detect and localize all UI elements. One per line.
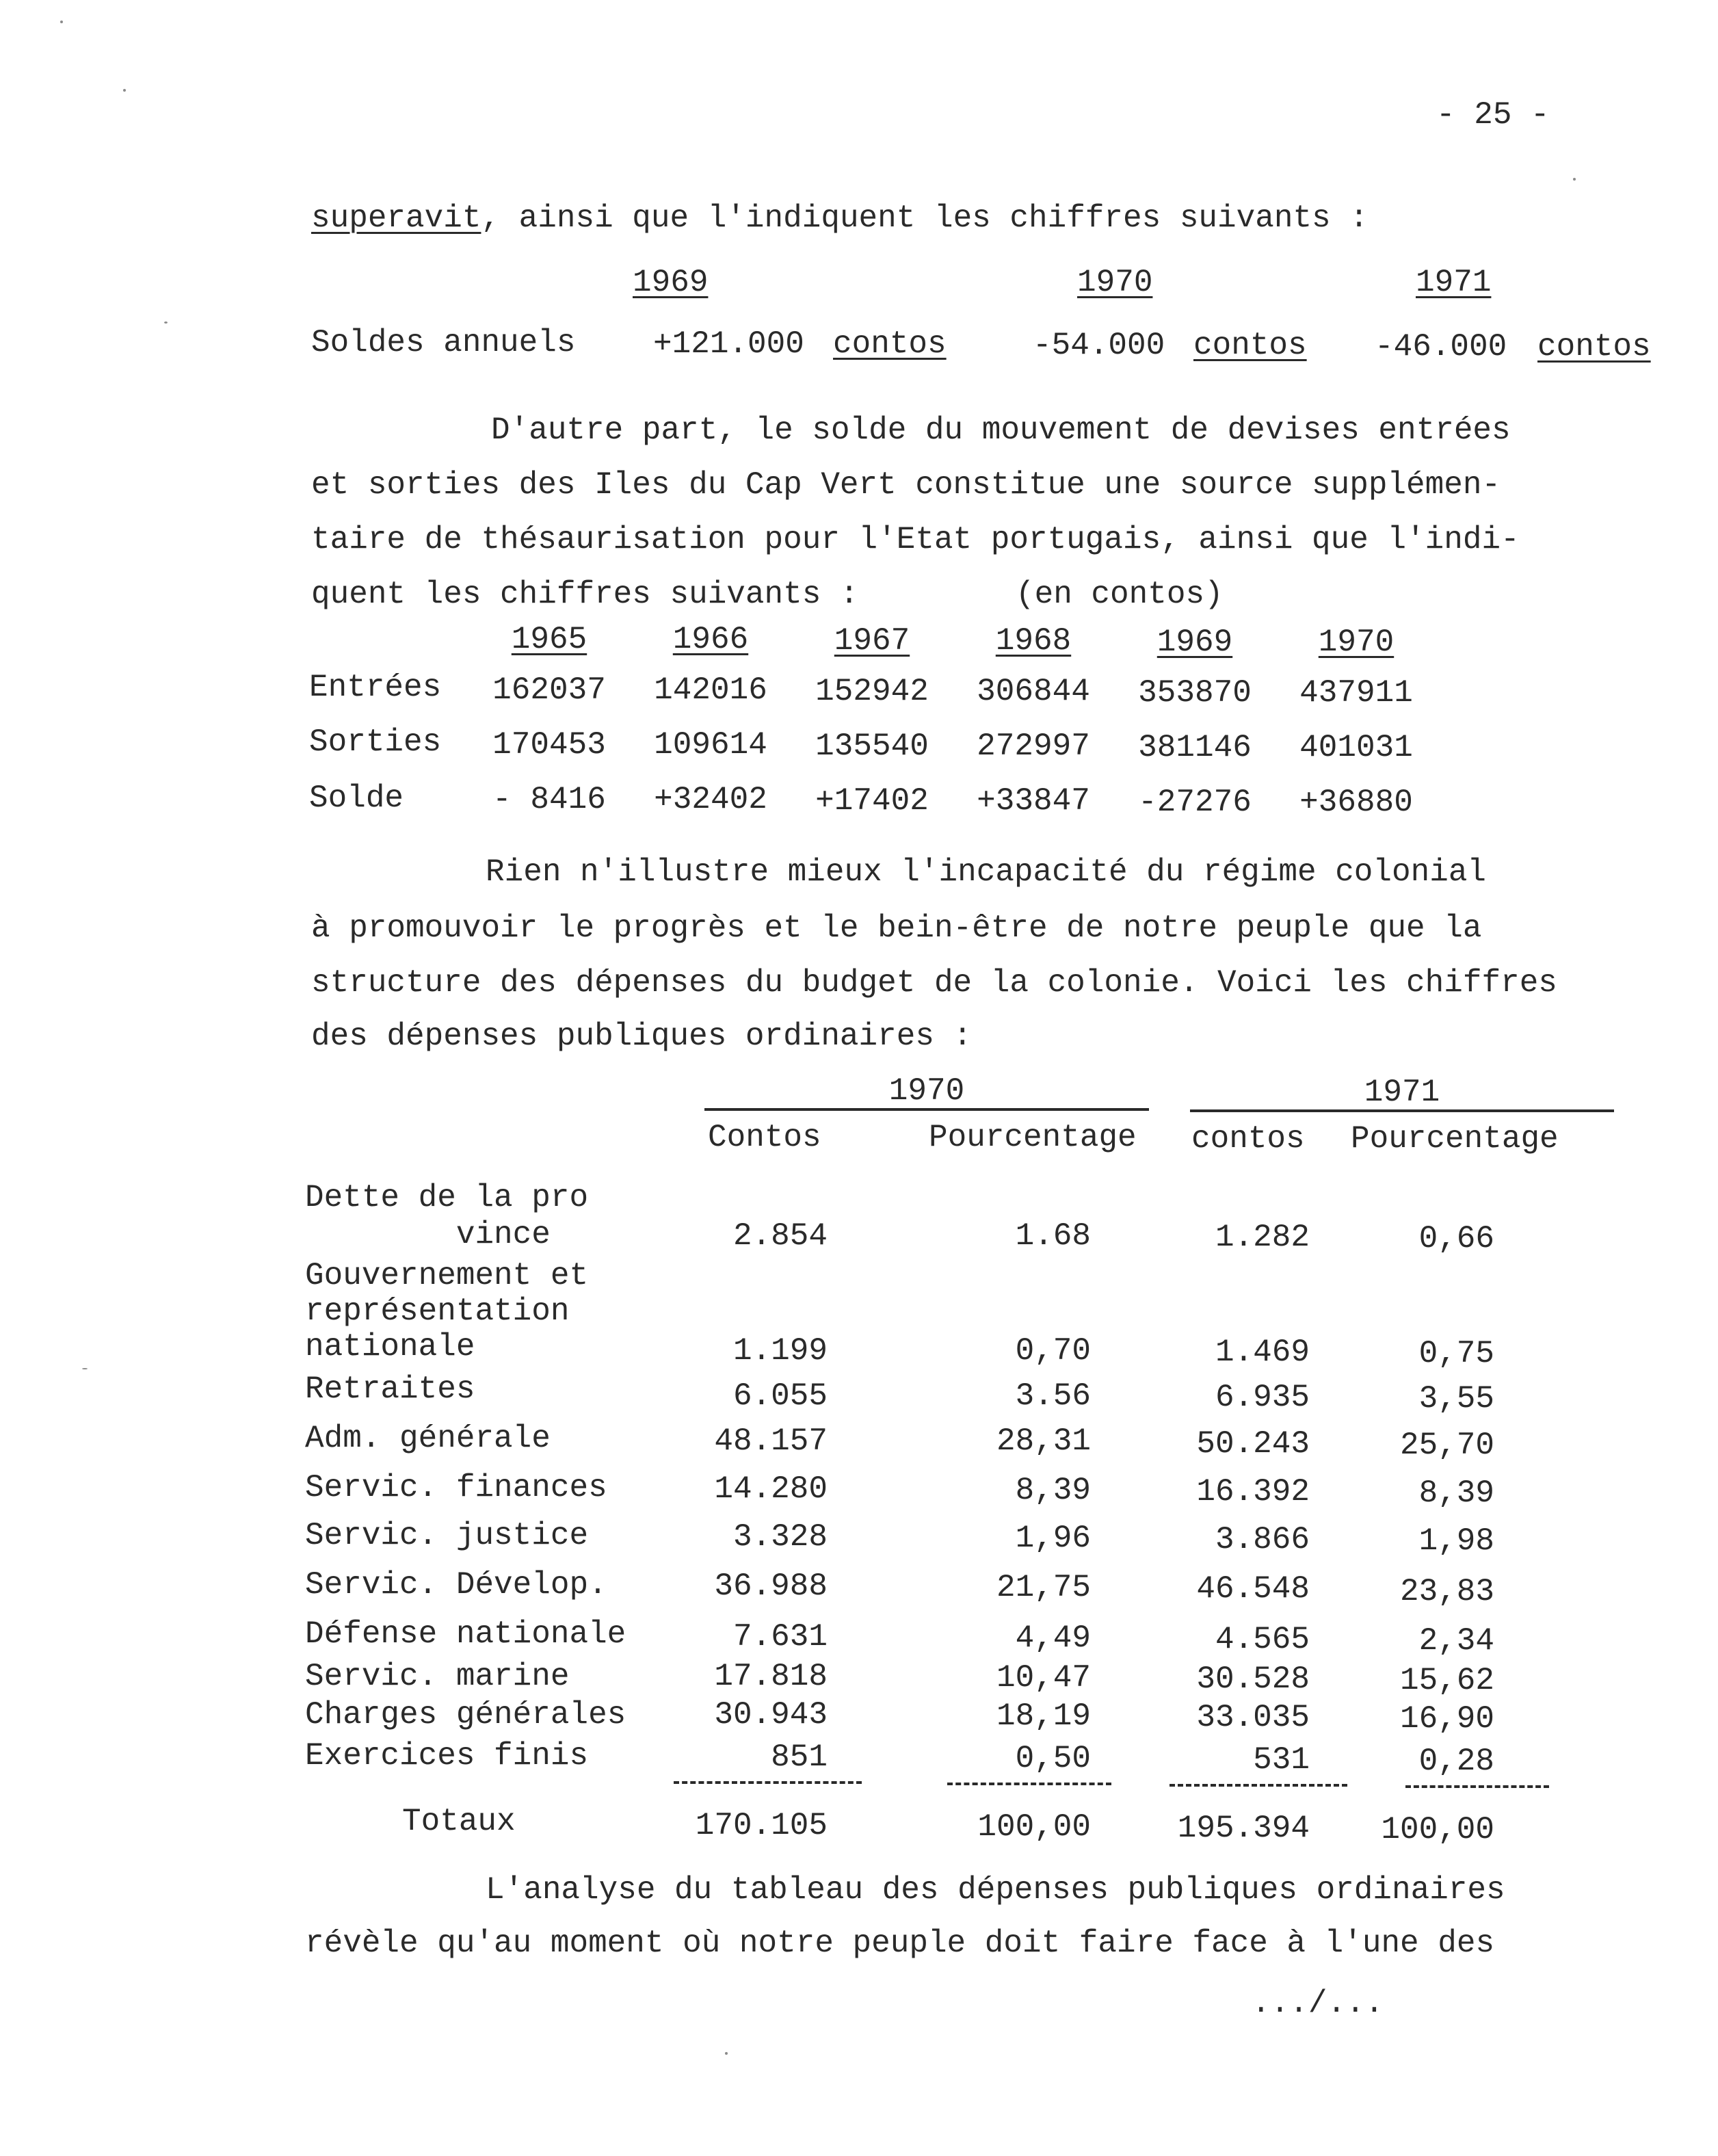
devises-row-label: Solde	[309, 780, 404, 816]
cell-contos-1970: 7.631	[732, 1619, 828, 1655]
cell-pct-1971: 8,39	[1418, 1475, 1494, 1511]
cell-pct-1970: 1,96	[1015, 1521, 1091, 1556]
total-pct-1971: 100,00	[1381, 1812, 1494, 1848]
soldes-value-1969: +121.000	[653, 326, 804, 362]
devises-cell: 401031	[1299, 730, 1413, 765]
scan-speck	[123, 89, 126, 92]
scan-speck	[60, 21, 63, 23]
row-label: Exercices finis	[305, 1738, 589, 1774]
cell-contos-1971: 3.866	[1215, 1522, 1310, 1557]
total-contos-1970: 170.105	[695, 1808, 828, 1843]
row-label: représentation	[305, 1293, 570, 1329]
row-label: nationale	[305, 1329, 475, 1365]
cell-pct-1970: 28,31	[996, 1423, 1091, 1459]
header-pourcentage-1971: Pourcentage	[1351, 1121, 1559, 1157]
cell-pct-1970: 1.68	[1015, 1218, 1091, 1254]
devises-cell: - 8416	[492, 782, 606, 817]
structure-paragraph-line-3: structure des dépenses du budget de la colonie. Voici les chiffres	[311, 965, 1557, 1001]
cell-contos-1971: 4.565	[1215, 1622, 1310, 1657]
cell-pct-1970: 0,70	[1015, 1333, 1091, 1369]
cell-pct-1971: 16,90	[1399, 1701, 1494, 1737]
devises-year: 1968	[995, 623, 1072, 659]
devises-year: 1965	[511, 622, 587, 657]
devises-cell: 381146	[1138, 730, 1252, 765]
devises-cell: +17402	[815, 783, 929, 819]
totals-label: Totaux	[402, 1804, 516, 1839]
scan-speck	[164, 321, 168, 324]
cell-pct-1970: 4,49	[1015, 1620, 1091, 1656]
devises-cell: 135540	[815, 728, 929, 764]
devises-paragraph-line-3: taire de thésaurisation pour l'Etat portugais, ainsi que l'indi-	[311, 522, 1520, 557]
devises-cell: +32402	[654, 782, 767, 817]
cell-pct-1970: 8,39	[1015, 1473, 1091, 1508]
devises-cell: 306844	[977, 674, 1090, 709]
depenses-year-1971: 1971	[1364, 1075, 1440, 1110]
cell-contos-1971: 1.282	[1215, 1220, 1310, 1255]
cell-contos-1970: 1.199	[732, 1333, 828, 1369]
analyse-paragraph-line-1: L'analyse du tableau des dépenses publiques ordinaires	[486, 1872, 1505, 1908]
cell-pct-1970: 0,50	[1015, 1741, 1091, 1776]
total-rule-pct-1970	[947, 1783, 1111, 1785]
cell-pct-1970: 18,19	[996, 1698, 1091, 1734]
total-pct-1970: 100,00	[977, 1809, 1091, 1845]
soldes-value-1971: -46.000	[1375, 329, 1507, 365]
row-label: vince	[305, 1217, 551, 1252]
soldes-unit-1970: contos	[1193, 328, 1307, 363]
devises-cell: +36880	[1299, 785, 1413, 820]
intro-lead-word: superavit	[311, 200, 481, 236]
devises-paragraph-line-2: et sorties des Iles du Cap Vert constitue une source supplémen-	[311, 467, 1501, 503]
devises-paragraph-line-1: D'autre part, le solde du mouvement de devises entrées	[491, 412, 1511, 448]
row-label: Adm. générale	[305, 1421, 551, 1456]
scan-speck	[1573, 178, 1576, 181]
devises-cell: 152942	[815, 674, 929, 709]
soldes-year-1969: 1969	[633, 265, 709, 300]
row-label: Servic. Dévelop.	[305, 1567, 607, 1603]
cell-pct-1970: 3.56	[1015, 1378, 1091, 1414]
cell-contos-1970: 851	[771, 1739, 828, 1775]
row-label: Retraites	[305, 1371, 475, 1407]
devises-year: 1970	[1318, 625, 1395, 660]
devises-year: 1967	[834, 623, 910, 659]
devises-row-label: Entrées	[309, 670, 442, 705]
soldes-value-1970: -54.000	[1033, 328, 1165, 363]
total-rule-contos-1971	[1169, 1784, 1347, 1787]
cell-pct-1971: 2,34	[1418, 1623, 1494, 1659]
devises-year: 1969	[1157, 625, 1233, 660]
soldes-year-1970: 1970	[1077, 265, 1153, 300]
analyse-paragraph-line-2: révèle qu'au moment où notre peuple doit faire face à l'une des	[305, 1925, 1495, 1961]
page-number: - 25 -	[1436, 97, 1550, 133]
cell-contos-1970: 3.328	[732, 1519, 828, 1555]
row-label: Défense nationale	[305, 1616, 626, 1652]
devises-cell: +33847	[977, 783, 1090, 819]
intro-line	[311, 202, 1369, 234]
cell-pct-1971: 0,28	[1418, 1744, 1494, 1779]
header-pourcentage-1970: Pourcentage	[929, 1120, 1137, 1155]
total-contos-1971: 195.394	[1177, 1811, 1310, 1846]
header-contos-1971: contos	[1191, 1121, 1305, 1157]
row-label: Servic. marine	[305, 1659, 570, 1694]
row-label: Servic. justice	[305, 1518, 589, 1553]
row-label: Dette de la pro	[305, 1180, 589, 1215]
cell-pct-1970: 10,47	[996, 1660, 1091, 1696]
soldes-label: Soldes annuels	[311, 325, 576, 360]
cell-contos-1971: 33.035	[1196, 1700, 1310, 1735]
cell-contos-1971: 531	[1253, 1742, 1310, 1778]
header-contos-1970: Contos	[708, 1120, 821, 1155]
cell-contos-1970: 6.055	[732, 1378, 828, 1414]
devises-cell: 437911	[1299, 675, 1413, 711]
devises-paragraph-line-4: quent les chiffres suivants :	[311, 577, 859, 612]
cell-pct-1971: 0,75	[1418, 1336, 1494, 1371]
scan-speck	[725, 2052, 728, 2055]
continuation-marker: .../...	[1252, 1986, 1384, 2021]
cell-contos-1971: 50.243	[1196, 1426, 1310, 1462]
cell-contos-1970: 36.988	[714, 1568, 828, 1604]
row-label: Servic. finances	[305, 1470, 607, 1506]
cell-contos-1971: 16.392	[1196, 1474, 1310, 1510]
cell-contos-1970: 48.157	[714, 1423, 828, 1459]
devises-row-label: Sorties	[309, 724, 442, 760]
devises-cell: 170453	[492, 727, 606, 763]
structure-paragraph-line-4: des dépenses publiques ordinaires :	[311, 1018, 973, 1054]
soldes-unit-1971: contos	[1537, 329, 1651, 365]
cell-pct-1971: 1,98	[1418, 1523, 1494, 1559]
soldes-year-1971: 1971	[1416, 265, 1492, 300]
scan-speck	[82, 1368, 88, 1369]
devises-cell: -27276	[1138, 785, 1252, 820]
cell-contos-1970: 14.280	[714, 1471, 828, 1507]
total-rule-contos-1970	[674, 1781, 862, 1784]
year-1971-rule	[1190, 1109, 1614, 1112]
cell-contos-1971: 6.935	[1215, 1380, 1310, 1415]
row-label: Gouvernement et	[305, 1258, 589, 1293]
depenses-year-1970: 1970	[888, 1073, 965, 1109]
cell-pct-1971: 0,66	[1418, 1221, 1494, 1257]
devises-cell: 162037	[492, 672, 606, 708]
cell-contos-1970: 2.854	[732, 1218, 828, 1254]
cell-contos-1970: 17.818	[714, 1659, 828, 1694]
cell-contos-1971: 1.469	[1215, 1335, 1310, 1370]
cell-contos-1971: 46.548	[1196, 1571, 1310, 1607]
devises-cell: 272997	[977, 728, 1090, 764]
devises-unit-note: (en contos)	[1016, 577, 1224, 612]
cell-contos-1971: 30.528	[1196, 1661, 1310, 1697]
intro-rest: , ainsi que l'indiquent les chiffres suivants :	[481, 200, 1369, 236]
soldes-unit-1969: contos	[833, 326, 947, 362]
cell-pct-1971: 25,70	[1399, 1428, 1494, 1463]
cell-pct-1971: 3,55	[1418, 1381, 1494, 1417]
cell-pct-1971: 23,83	[1399, 1574, 1494, 1609]
cell-pct-1970: 21,75	[996, 1570, 1091, 1605]
structure-paragraph-line-2: à promouvoir le progrès et le bein-être de notre peuple que la	[311, 910, 1482, 946]
devises-cell: 142016	[654, 672, 767, 708]
row-label: Charges générales	[305, 1697, 626, 1733]
devises-year: 1966	[672, 622, 749, 657]
cell-pct-1971: 15,62	[1399, 1663, 1494, 1698]
total-rule-pct-1971	[1405, 1785, 1549, 1788]
devises-cell: 353870	[1138, 675, 1252, 711]
year-1970-rule	[704, 1108, 1149, 1111]
cell-contos-1970: 30.943	[714, 1697, 828, 1733]
devises-cell: 109614	[654, 727, 767, 763]
structure-paragraph-line-1: Rien n'illustre mieux l'incapacité du régime colonial	[486, 854, 1487, 890]
